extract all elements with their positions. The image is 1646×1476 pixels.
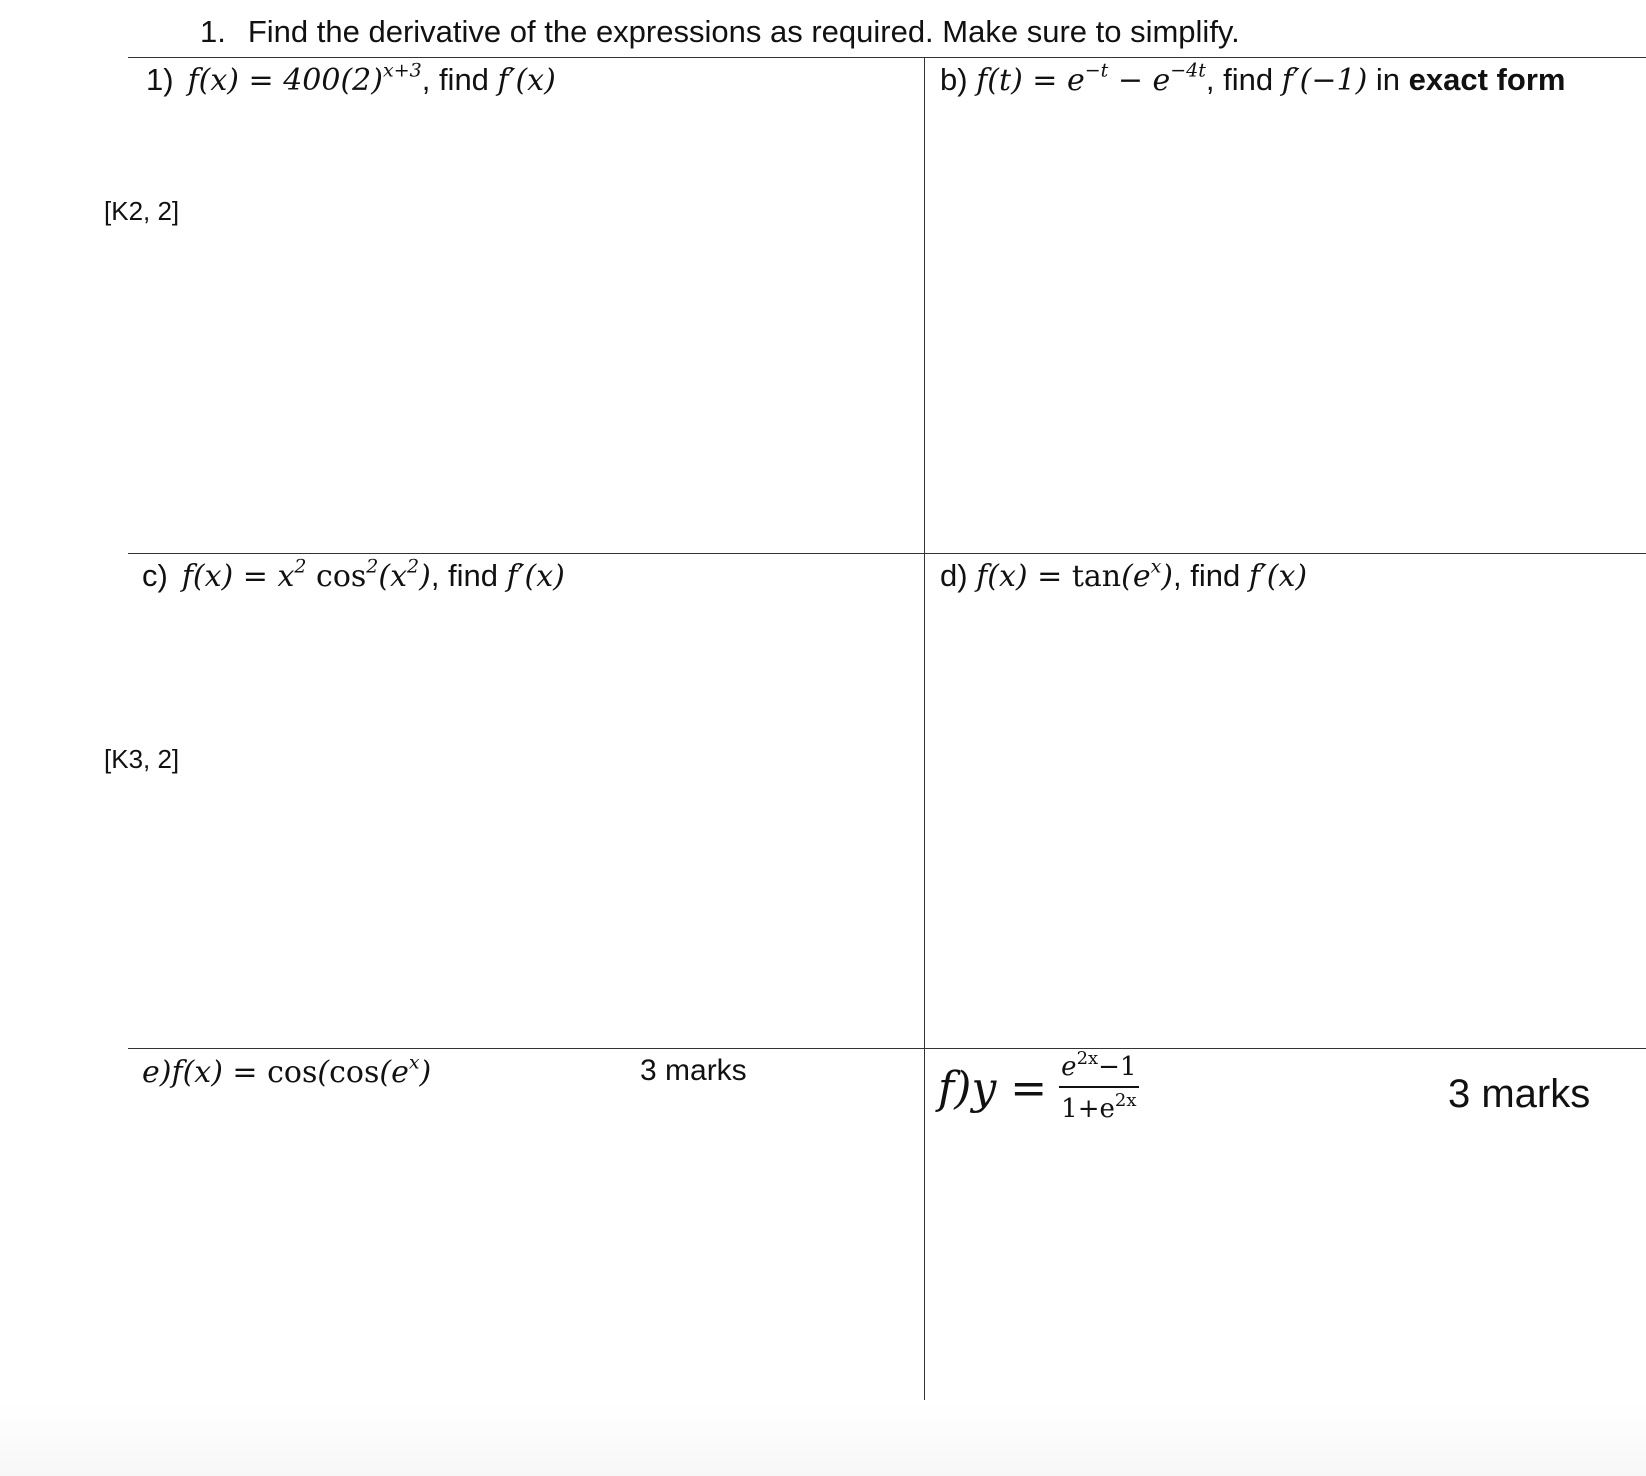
question-c-label: c) [142,558,168,593]
question-d-target: f′(x) [1248,559,1308,594]
question-b-target: f′(−1) [1281,63,1368,98]
question-c-expression: $f(x) = x^2$ $\cos^2(x^2)$ [181,555,431,594]
question-a-label: 1) [146,62,174,97]
question-f-fraction [1059,1048,1138,1124]
question-a-target: f′(x) [497,63,556,98]
fraction-denominator: $1+e^{2x}$ [1061,1090,1137,1124]
exact-form-emphasis: exact form [1408,62,1566,97]
question-e-marks: 3 marks [640,1054,747,1087]
question-e-expression: $e)f(x) = \cos(\cos(e^x)$ [142,1051,432,1090]
question-b-expression: $f(t) = e^{-t} - e^{-4t}$ [976,59,1206,98]
grid-line-vertical [924,58,925,1476]
question-c-target: f′(x) [506,559,565,594]
page-bottom-shade [0,1400,1646,1476]
question-a: 1) $f(x) = 400(2)^{x+3}$, find f′(x) [146,59,556,98]
instruction-text: Find the derivative of the expressions as required. Make sure to simplify. [247,14,1240,49]
question-c: c) $f(x) = x^2$ $\cos^2(x^2)$, find f′(x) [142,555,565,594]
knowledge-mark-middle: [K3, 2] [104,744,180,774]
grid-line-middle [128,553,1646,554]
instruction-heading [200,14,1240,50]
question-f-lhs: f)y = [938,1062,1048,1114]
instruction-number: 1. [200,14,226,49]
fraction-numerator: $e^{2x}-1$ [1059,1052,1138,1088]
question-f [938,1048,1139,1124]
grid-line-top [128,57,1646,58]
question-b: b) $f(t) = e^{-t} - e^{-4t}$, find f′(−1) in exact form [940,59,1566,98]
question-d: d) $f(x) = \tan(e^x)$, find f′(x) [940,555,1308,594]
question-a-expression: $f(x) = 400(2)^{x+3}$ [187,59,422,98]
question-e [142,1051,432,1090]
question-f-marks: 3 marks [1448,1072,1591,1116]
grid-line-lower [128,1048,1646,1049]
question-d-label: d) [940,558,968,593]
question-b-label: b) [940,62,968,97]
knowledge-mark-top: [K2, 2] [104,196,180,226]
question-e-label: e) [142,1055,172,1090]
question-d-expression: $f(x) = \tan(e^x)$ [976,555,1174,594]
